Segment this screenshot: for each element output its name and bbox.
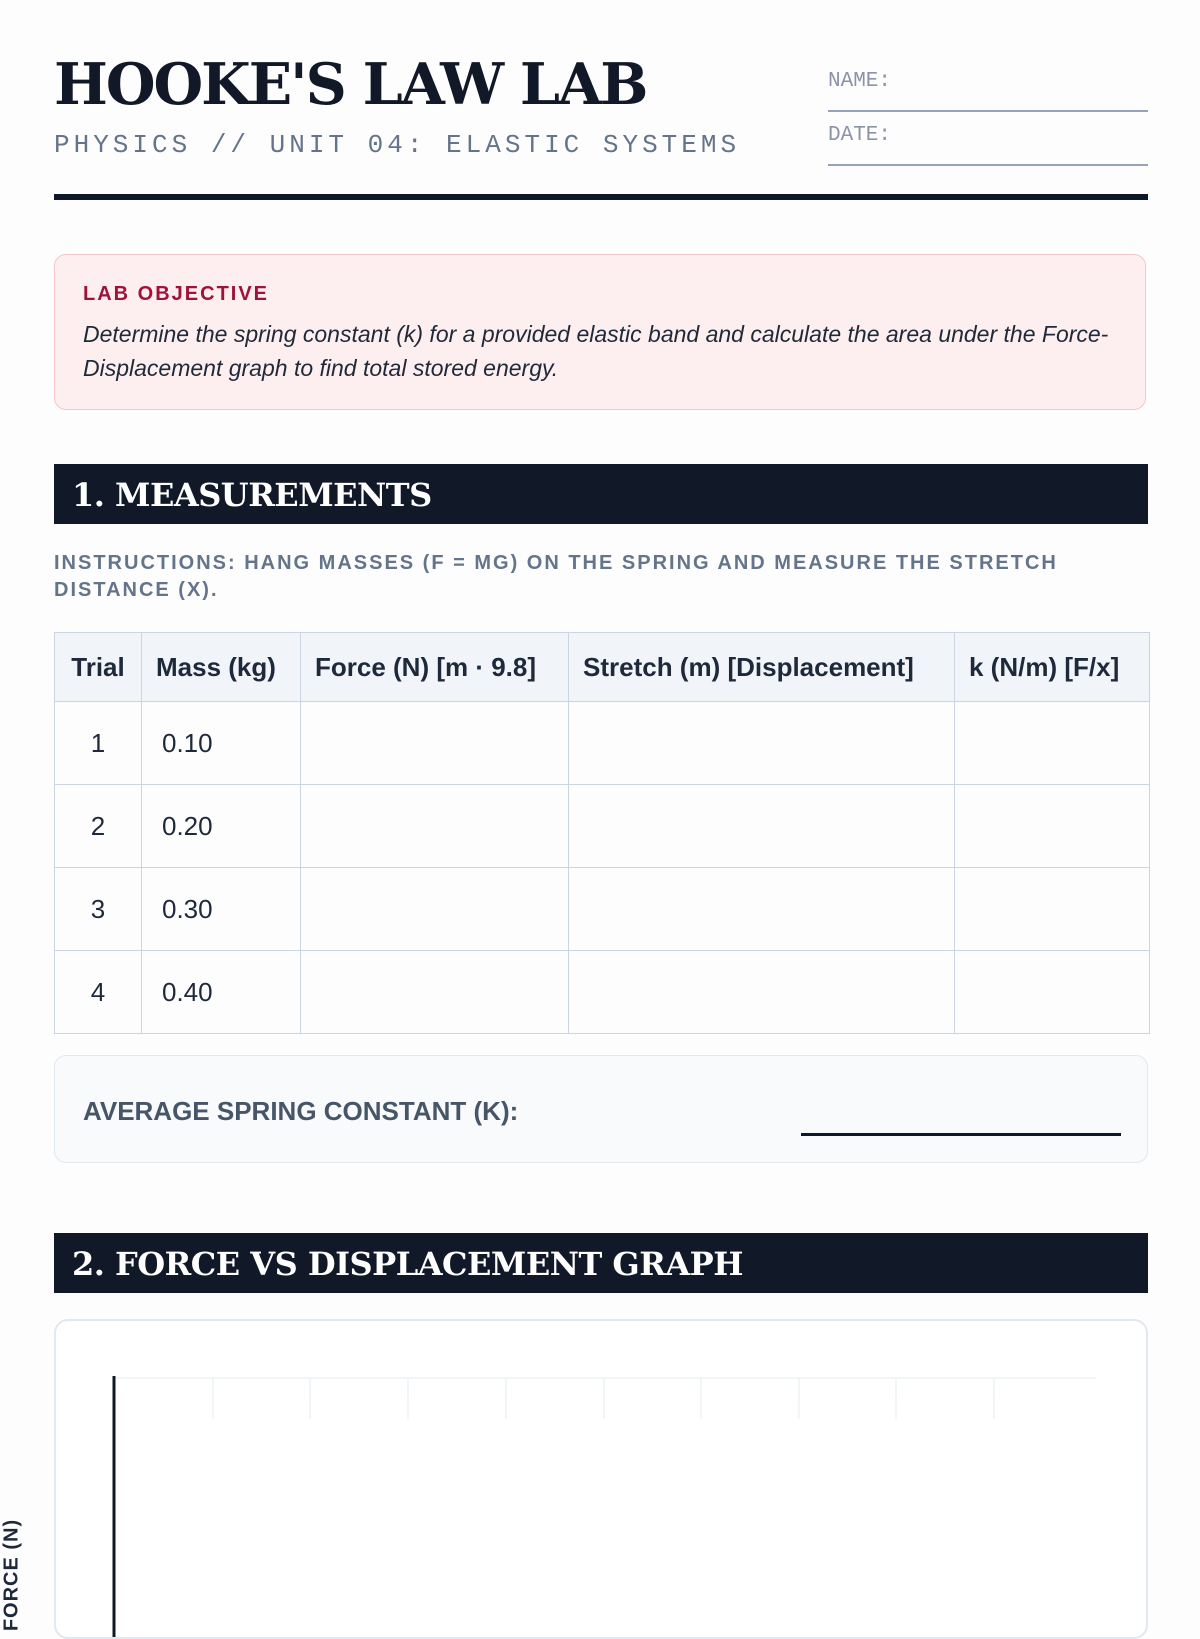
table-header-row: [55, 633, 1150, 702]
header-divider: [54, 194, 1148, 200]
section-header-graph: [54, 1233, 1148, 1293]
grid-lines: [114, 1378, 1096, 1419]
column-header-force: Force (N) [m · 9.8]: [301, 633, 569, 702]
page-title: HOOKE'S LAW LAB: [54, 51, 647, 118]
column-header-trial: Trial: [55, 633, 142, 702]
page-subtitle: PHYSICS // UNIT 04: ELASTIC SYSTEMS: [54, 130, 741, 160]
trial-cell: 2: [55, 785, 142, 868]
table-row: [55, 951, 1150, 1034]
name-label: NAME:: [828, 70, 892, 93]
graph-area[interactable]: [54, 1319, 1148, 1639]
date-label: DATE:: [828, 124, 892, 147]
section-title: 2. FORCE VS DISPLACEMENT GRAPH: [72, 1245, 743, 1283]
mass-cell: 0.20: [142, 785, 301, 868]
trial-cell: 4: [55, 951, 142, 1034]
instructions-text: INSTRUCTIONS: HANG MASSES (F = MG) ON THE SPRING AND MEASURE THE STRETCH DISTANCE (X).: [54, 552, 1058, 601]
trial-cell: 1: [55, 702, 142, 785]
measurements-table: [54, 632, 1150, 1034]
mass-cell: 0.30: [142, 868, 301, 951]
stretch-cell[interactable]: [569, 951, 955, 1034]
name-field[interactable]: [828, 58, 1148, 112]
trial-cell: 3: [55, 868, 142, 951]
average-k-label: AVERAGE SPRING CONSTANT (K):: [83, 1096, 519, 1126]
date-field[interactable]: [828, 112, 1148, 166]
force-cell[interactable]: [301, 785, 569, 868]
table-row: [55, 702, 1150, 785]
table-row: [55, 785, 1150, 868]
mass-cell: 0.10: [142, 702, 301, 785]
average-k-answer-line[interactable]: [801, 1133, 1121, 1136]
stretch-cell[interactable]: [569, 702, 955, 785]
column-header-stretch: Stretch (m) [Displacement]: [569, 633, 955, 702]
y-axis-label: FORCE (N): [0, 1518, 23, 1632]
average-k-box: [54, 1055, 1148, 1163]
stretch-cell[interactable]: [569, 868, 955, 951]
k-cell[interactable]: [955, 951, 1150, 1034]
column-header-mass: Mass (kg): [142, 633, 301, 702]
stretch-cell[interactable]: [569, 785, 955, 868]
graph-grid: [56, 1321, 1148, 1639]
k-cell[interactable]: [955, 868, 1150, 951]
header: [54, 50, 1148, 200]
k-cell[interactable]: [955, 785, 1150, 868]
column-header-k: k (N/m) [F/x]: [955, 633, 1150, 702]
force-cell[interactable]: [301, 951, 569, 1034]
objective-box: [54, 254, 1146, 410]
objective-text: Determine the spring constant (k) for a provided elastic band and calculate the area under the Force-Displacement graph to find total stored energy.: [83, 321, 1109, 381]
section-header-measurements: [54, 464, 1148, 524]
k-cell[interactable]: [955, 702, 1150, 785]
objective-heading: LAB OBJECTIVE: [83, 283, 270, 305]
mass-cell: 0.40: [142, 951, 301, 1034]
section-title: 1. MEASUREMENTS: [72, 476, 432, 514]
force-cell[interactable]: [301, 868, 569, 951]
force-cell[interactable]: [301, 702, 569, 785]
table-row: [55, 868, 1150, 951]
